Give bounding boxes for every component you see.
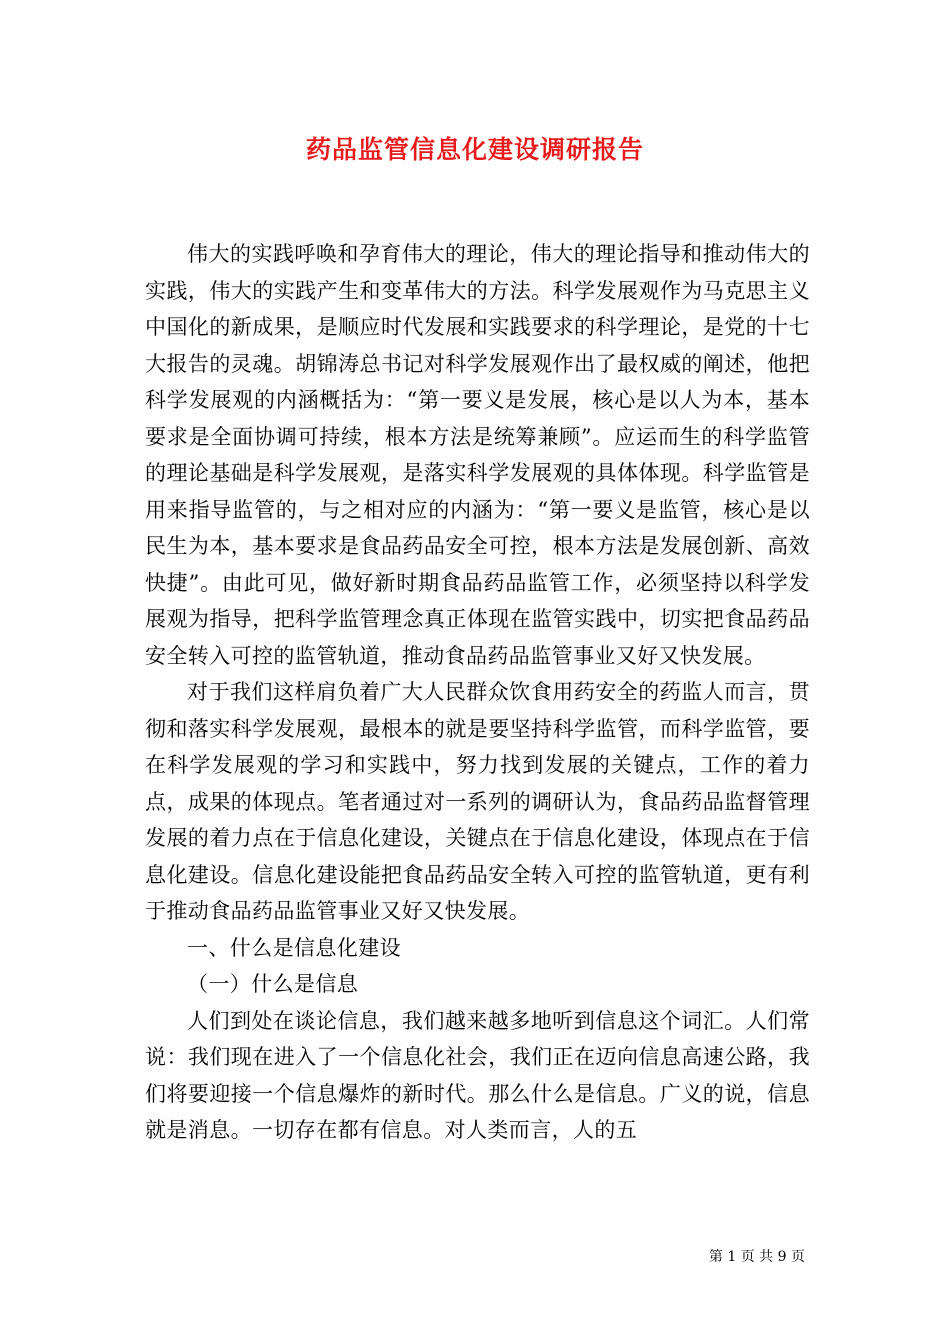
body-paragraph-1: 伟大的实践呼唤和孕育伟大的理论，伟大的理论指导和推动伟大的实践，伟大的实践产生和变革伟大的方法。科学发展观作为马克思主义中国化的新成果，是顺应时代发展和实践要求的科学理论，是党的十七大报告的灵魂。胡锦涛总书记对科学发展观作出了最权威的阐述，他把科学发展观的内涵概括为：“第一要义是发展，核心是以人为本，基本要求是全面协调可持续，根本方法是统筹兼顾”。应运而生的科学监管的理论基础是科学发展观，是落实科学发展观的具体体现。科学监管是用来指导监管的，与之相对应的内涵为：“第一要义是监管，核心是以民生为本，基本要求是食品药品安全可控，根本方法是发展创新、高效快捷”。由此可见，做好新时期食品药品监管工作，必须坚持以科学发展观为指导，把科学监管理念真正体现在监管实践中，切实把食品药品安全转入可控的监管轨道，推动食品药品监管事业又好又快发展。 — [145, 242, 810, 668]
body-paragraph-3: 人们到处在谈论信息，我们越来越多地听到信息这个词汇。人们常说：我们现在进入了一个信息化社会，我们正在迈向信息高速公路，我们将要迎接一个信息爆炸的新时代。那么什么是信息。广义的说，信息就是消息。一切存在都有信息。对人类而言，人的五 — [145, 1008, 810, 1142]
body-paragraph-2: 对于我们这样肩负着广大人民群众饮食用药安全的药监人而言，贯彻和落实科学发展观，最根本的就是要坚持科学监管，而科学监管，要在科学发展观的学习和实践中，努力找到发展的关键点，工作的着力点，成果的体现点。笔者通过对一系列的调研认为，食品药品监督管理发展的着力点在于信息化建设，关键点在于信息化建设，体现点在于信息化建设。信息化建设能把食品药品安全转入可控的监管轨道，更有利于推动食品药品监管事业又好又快发展。 — [145, 680, 810, 923]
document-title: 药品监管信息化建设调研报告 — [305, 135, 644, 164]
section-heading: 一、什么是信息化建设 — [187, 935, 401, 960]
page-number-footer: 第 1 页 共 9 页 — [708, 1249, 805, 1265]
document-body — [145, 236, 810, 1149]
subsection-heading: （一）什么是信息 — [187, 972, 359, 996]
